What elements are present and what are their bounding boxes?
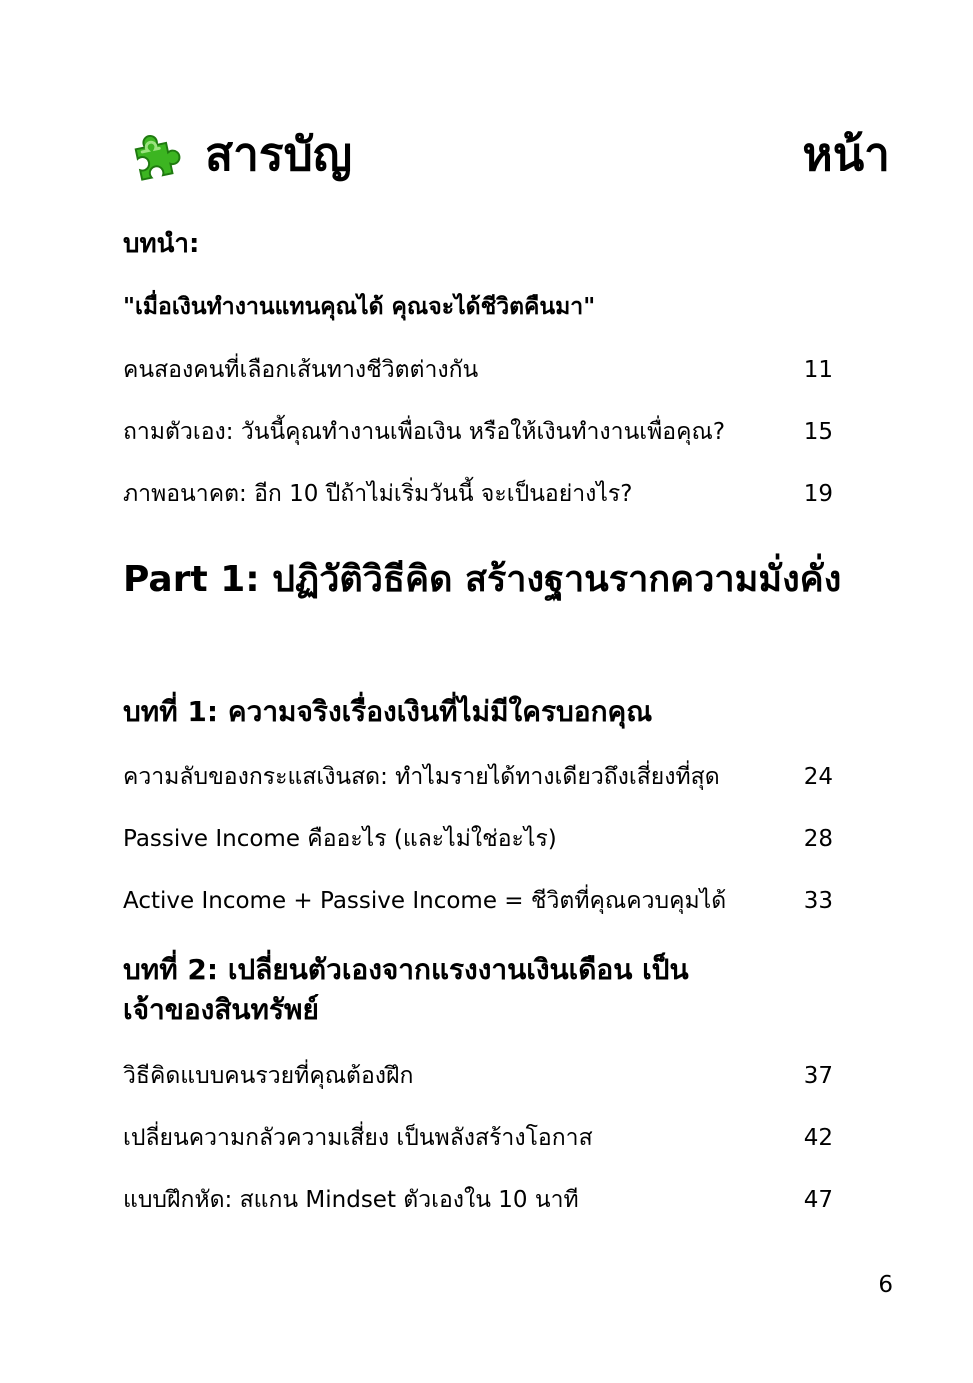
chapter-2-heading: บทที่ 2: เปลี่ยนตัวเองจากแรงงานเงินเดือน เป็นเจ้าของสินทรัพย์ xyxy=(123,953,689,1026)
introduction-heading: บทนำ: xyxy=(123,229,200,259)
chapter-1-heading: บทที่ 1: ความจริงเรื่องเงินที่ไม่มีใครบอกคุณ xyxy=(123,695,653,728)
toc-entry[interactable] xyxy=(123,477,833,511)
toc-entry[interactable] xyxy=(123,353,833,387)
toc-entry-page: 28 xyxy=(803,826,833,852)
toc-entry-title: แบบฝึกหัด: สแกน Mindset ตัวเองใน 10 นาที xyxy=(123,1187,579,1213)
toc-entry-page: 11 xyxy=(803,357,833,383)
toc-entry-title: Passive Income คืออะไร (และไม่ใช่อะไร) xyxy=(123,826,557,852)
toc-entry[interactable] xyxy=(123,1059,833,1093)
part-1-heading: Part 1: ปฏิวัติวิธีคิด สร้างฐานรากความมั่งคั่ง xyxy=(123,559,842,600)
toc-header xyxy=(125,118,890,198)
toc-title: สารบัญ xyxy=(205,127,353,181)
toc-entry-page: 37 xyxy=(803,1063,833,1089)
toc-entry-page: 33 xyxy=(803,888,833,914)
toc-entry-page: 24 xyxy=(803,764,833,790)
toc-entry[interactable] xyxy=(123,1121,833,1155)
toc-entry-page: 15 xyxy=(803,419,833,445)
puzzle-piece-icon xyxy=(125,126,187,188)
toc-entry-page: 42 xyxy=(803,1125,833,1151)
toc-entry-title: เปลี่ยนความกลัวความเสี่ยง เป็นพลังสร้างโอกาส xyxy=(123,1125,593,1151)
toc-entry[interactable] xyxy=(123,1183,833,1217)
toc-entry-title: Active Income + Passive Income = ชีวิตที่คุณควบคุมได้ xyxy=(123,888,727,914)
toc-entry[interactable] xyxy=(123,760,833,794)
toc-entry-page: 47 xyxy=(803,1187,833,1213)
toc-entry[interactable] xyxy=(123,822,833,856)
toc-entry-title: ภาพอนาคต: อีก 10 ปีถ้าไม่เริ่มวันนี้ จะเป็นอย่างไร? xyxy=(123,481,633,507)
toc-entry-title: คนสองคนที่เลือกเส้นทางชีวิตต่างกัน xyxy=(123,357,479,383)
introduction-subtitle: "เมื่อเงินทำงานแทนคุณได้ คุณจะได้ชีวิตคืนมา" xyxy=(123,294,596,320)
toc-entry-title: ถามตัวเอง: วันนี้คุณทำงานเพื่อเงิน หรือให้เงินทำงานเพื่อคุณ? xyxy=(123,419,726,445)
page-column-label: หน้า xyxy=(802,127,890,181)
toc-entry[interactable] xyxy=(123,415,833,449)
toc-entry[interactable] xyxy=(123,884,833,918)
toc-entry-title: วิธีคิดแบบคนรวยที่คุณต้องฝึก xyxy=(123,1063,414,1089)
toc-entry-page: 19 xyxy=(803,481,833,507)
page-number: 6 xyxy=(878,1272,893,1298)
toc-entry-title: ความลับของกระแสเงินสด: ทำไมรายได้ทางเดียวถึงเสี่ยงที่สุด xyxy=(123,764,720,790)
